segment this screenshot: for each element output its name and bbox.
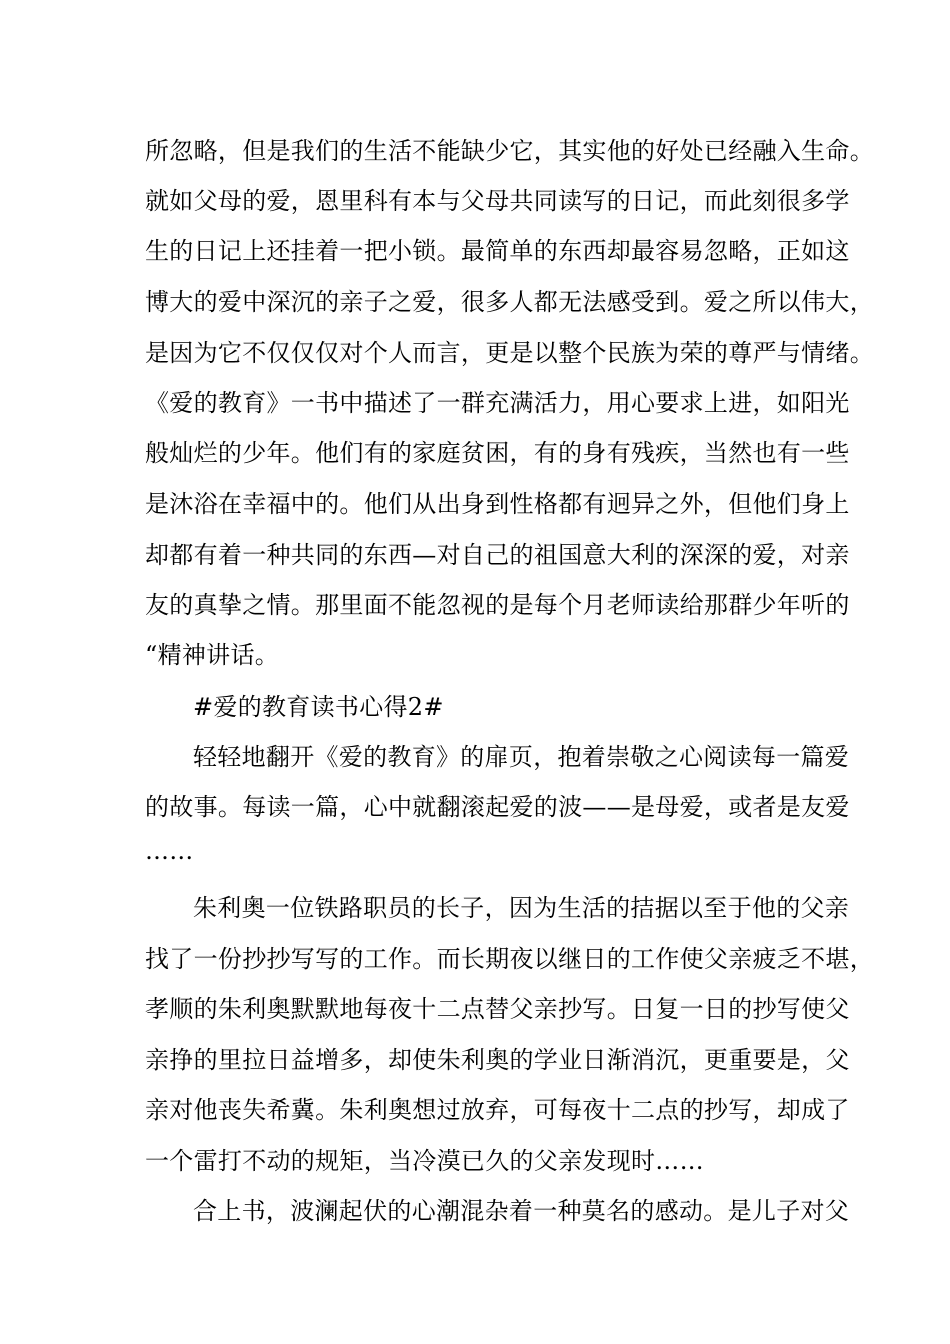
text-line: 朱利奥一位铁路职员的长子，因为生活的拮据以至于他的父亲 — [193, 894, 850, 922]
text-line: 却都有着一种共同的东西—对自己的祖国意大利的深深的爱，对亲 — [145, 541, 850, 569]
text-line: 亲对他丧失希冀。朱利奥想过放弃，可每夜十二点的抄写，却成了 — [145, 1096, 850, 1124]
text-line: 是沐浴在幸福中的。他们从出身到性格都有迥异之外，但他们身上 — [145, 490, 850, 518]
text-line: 般灿烂的少年。他们有的家庭贫困，有的身有残疾，当然也有一些 — [145, 439, 850, 467]
text-line: “精神讲话。 — [145, 641, 280, 669]
text-line: 友的真挚之情。那里面不能忽视的是每个月老师读给那群少年听的 — [145, 591, 850, 619]
text-line: 找了一份抄抄写写的工作。而长期夜以继日的工作使父亲疲乏不堪， — [145, 945, 874, 973]
text-line: 的故事。每读一篇，心中就翻滚起爱的波——是母爱，或者是友爱 — [145, 793, 850, 821]
text-line: 《爱的教育》一书中描述了一群充满活力，用心要求上进，如阳光 — [145, 389, 850, 417]
text-line: 轻轻地翻开《爱的教育》的扉页，抱着崇敬之心阅读每一篇爱 — [193, 743, 850, 771]
text-line: 生的日记上还挂着一把小锁。最简单的东西却最容易忽略，正如这 — [145, 237, 850, 265]
text-line: 亲挣的里拉日益增多，却使朱利奥的学业日渐消沉，更重要是，父 — [145, 1046, 850, 1074]
text-line: …… — [145, 837, 194, 865]
text-line: 博大的爱中深沉的亲子之爱，很多人都无法感受到。爱之所以伟大， — [145, 288, 874, 316]
section-heading: #爱的教育读书心得2# — [193, 693, 444, 721]
text-line: 一个雷打不动的规矩，当冷漠已久的父亲发现时…… — [145, 1147, 704, 1175]
text-line: 就如父母的爱，恩里科有本与父母共同读写的日记，而此刻很多学 — [145, 187, 850, 215]
text-line: 是因为它不仅仅仅对个人而言，更是以整个民族为荣的尊严与情绪。 — [145, 339, 874, 367]
text-line: 合上书，波澜起伏的心潮混杂着一种莫名的感动。是儿子对父 — [193, 1197, 850, 1225]
text-line: 所忽略，但是我们的生活不能缺少它，其实他的好处已经融入生命。 — [145, 137, 874, 165]
text-line: 孝顺的朱利奥默默地每夜十二点替父亲抄写。日复一日的抄写使父 — [145, 995, 850, 1023]
